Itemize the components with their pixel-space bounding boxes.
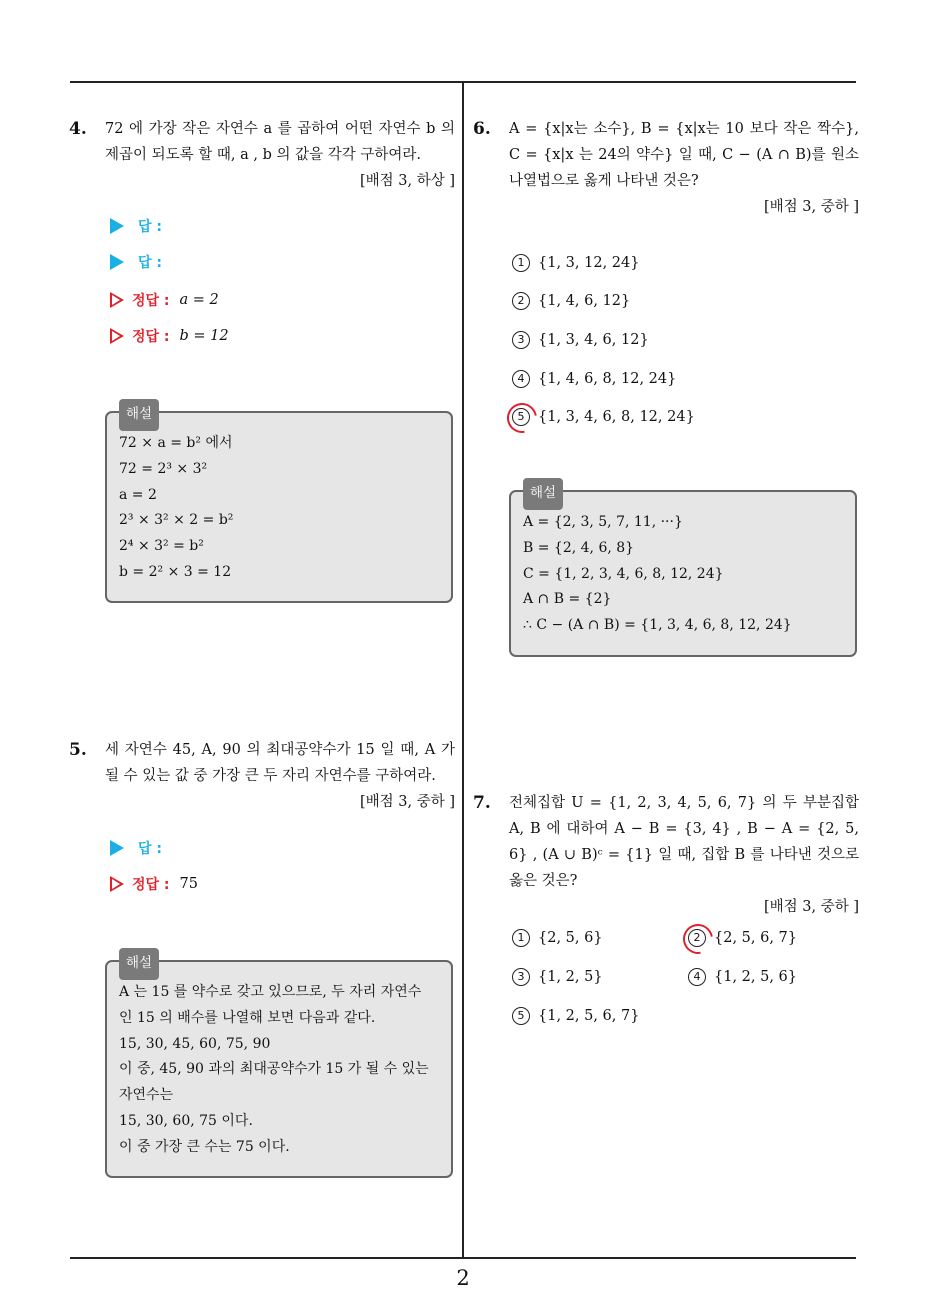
choice-4[interactable] <box>512 370 676 388</box>
choice-3[interactable] <box>512 331 649 349</box>
answer-label: 답 : <box>138 219 162 235</box>
question-text: 전체집합 U = {1, 2, 3, 4, 5, 6, 7} 의 두 부분집합 A, B 에 대하여 A − B = {3, 4} , B − A = {2, 5, 6} , (A ∪ B)ᶜ = {1} 일 때, 집합 B 를 나타낸 것으로 옳은 것은? <box>509 795 859 889</box>
choice-text: {2, 5, 6} <box>538 930 603 946</box>
explanation-box <box>105 955 453 1178</box>
question-number: 4. <box>69 119 87 139</box>
choice-text: {1, 3, 12, 24} <box>538 255 640 271</box>
choice-text: {1, 2, 5, 6} <box>714 969 798 985</box>
choice-number-icon: 3 <box>512 331 530 349</box>
score-label: [배점 3, 하상 ] <box>359 173 455 189</box>
explanation-line: B = {2, 4, 6, 8} <box>523 539 635 556</box>
explanation-tab: 해설 <box>119 948 159 980</box>
explanation-line: 이 중 가장 큰 수는 75 이다. <box>119 1138 290 1155</box>
question-text: 72 에 가장 작은 자연수 a 를 곱하여 어떤 자연수 b 의 제곱이 되도록 할 때, a , b 의 값을 각각 구하여라. <box>105 121 455 163</box>
question-5 <box>69 737 455 815</box>
explanation-line: 15, 30, 45, 60, 75, 90 <box>119 1035 271 1052</box>
question-text: 세 자연수 45, A, 90 의 최대공약수가 15 일 때, A 가 될 수 있는 값 중 가장 큰 두 자리 자연수를 구하여라. <box>105 742 455 784</box>
explanation-line: 15, 30, 60, 75 이다. <box>119 1112 253 1129</box>
selected-choice-circle-icon: 2 <box>688 929 706 947</box>
correct-answer <box>110 326 229 346</box>
choice-2[interactable] <box>512 292 630 310</box>
question-text: A = {x|x는 소수}, B = {x|x는 10 보다 작은 짝수}, C = {x|x 는 24의 약수} 일 때, C − (A ∩ B)를 원소나열법으로 옳게 나타낸 것은? <box>509 121 859 189</box>
choice-number-icon: 3 <box>512 968 530 986</box>
explanation-tab: 해설 <box>523 478 563 510</box>
explanation-line: A ∩ B = {2} <box>523 591 612 608</box>
choice-number-icon: 2 <box>512 292 530 310</box>
explanation-line: 72 × a = b² 에서 <box>119 435 233 451</box>
answer-line[interactable] <box>110 838 172 858</box>
question-7 <box>473 790 859 920</box>
explanation-line: 인 15 의 배수를 나열해 보면 다음과 같다. <box>119 1009 376 1026</box>
choice-3[interactable] <box>512 968 603 986</box>
explanation-line: b = 2² × 3 = 12 <box>119 563 232 580</box>
explanation-box <box>105 406 453 603</box>
explanation-line: 자연수는 <box>119 1087 174 1104</box>
outline-triangle-icon <box>110 292 124 308</box>
play-triangle-icon <box>110 254 124 270</box>
correct-value: b = 12 <box>179 328 229 344</box>
column-divider <box>462 83 464 1258</box>
answer-label: 답 : <box>138 841 162 857</box>
correct-answer <box>110 874 198 894</box>
explanation-line: A = {2, 3, 5, 7, 11, ···} <box>523 514 683 530</box>
bottom-rule <box>70 1257 856 1259</box>
play-triangle-icon <box>110 218 124 234</box>
choice-text: {2, 5, 6, 7} <box>714 930 798 946</box>
score-label: [배점 3, 중하 ] <box>763 199 859 215</box>
correct-value: 75 <box>179 876 198 892</box>
play-triangle-icon <box>110 840 124 856</box>
choice-1[interactable] <box>512 254 639 272</box>
choice-number-icon: 1 <box>512 929 530 947</box>
choice-text: {1, 4, 6, 8, 12, 24} <box>538 371 677 387</box>
explanation-box <box>509 485 857 657</box>
score-label: [배점 3, 중하 ] <box>763 899 859 915</box>
explanation-line: A 는 15 를 약수로 갖고 있으므로, 두 자리 자연수 <box>119 984 422 1000</box>
question-4 <box>69 116 455 194</box>
choice-text: {1, 2, 5, 6, 7} <box>538 1008 640 1024</box>
choice-text: {1, 4, 6, 12} <box>538 293 631 309</box>
question-6 <box>473 116 859 220</box>
outline-triangle-icon <box>110 876 124 892</box>
explanation-line: 2⁴ × 3² = b² <box>119 538 204 555</box>
question-number: 6. <box>473 119 491 139</box>
correct-label: 정답 : <box>132 877 170 893</box>
answer-line[interactable] <box>110 216 172 236</box>
choice-number-icon: 1 <box>512 254 530 272</box>
choice-text: {1, 3, 4, 6, 12} <box>538 332 649 348</box>
explanation-line: 이 중, 45, 90 과의 최대공약수가 15 가 될 수 있는 <box>119 1061 429 1078</box>
selected-choice-circle-icon: 5 <box>512 408 530 426</box>
answer-label: 답 : <box>138 255 162 271</box>
explanation-line: a = 2 <box>119 486 157 503</box>
question-number: 5. <box>69 740 87 760</box>
answer-line[interactable] <box>110 252 172 272</box>
page-number: 2 <box>456 1266 470 1290</box>
explanation-line: 72 = 2³ × 3² <box>119 460 208 477</box>
explanation-tab: 해설 <box>119 399 159 431</box>
correct-label: 정답 : <box>132 329 170 345</box>
choice-number-icon: 4 <box>688 968 706 986</box>
correct-answer <box>110 290 219 310</box>
choice-5[interactable] <box>512 408 695 426</box>
explanation-line: C = {1, 2, 3, 4, 6, 8, 12, 24} <box>523 565 724 582</box>
choice-number-icon: 5 <box>512 1007 530 1025</box>
choice-text: {1, 3, 4, 6, 8, 12, 24} <box>538 409 695 425</box>
choice-number-icon: 4 <box>512 370 530 388</box>
question-number: 7. <box>473 793 491 813</box>
choice-4[interactable] <box>688 968 797 986</box>
explanation-line: 2³ × 3² × 2 = b² <box>119 512 234 529</box>
explanation-line: ∴ C − (A ∩ B) = {1, 3, 4, 6, 8, 12, 24} <box>523 617 792 634</box>
score-label: [배점 3, 중하 ] <box>359 794 455 810</box>
choice-text: {1, 2, 5} <box>538 969 603 985</box>
outline-triangle-icon <box>110 328 124 344</box>
choice-1[interactable] <box>512 929 603 947</box>
choice-5[interactable] <box>512 1007 639 1025</box>
choice-2[interactable] <box>688 929 797 947</box>
correct-label: 정답 : <box>132 293 170 309</box>
correct-value: a = 2 <box>179 292 219 308</box>
